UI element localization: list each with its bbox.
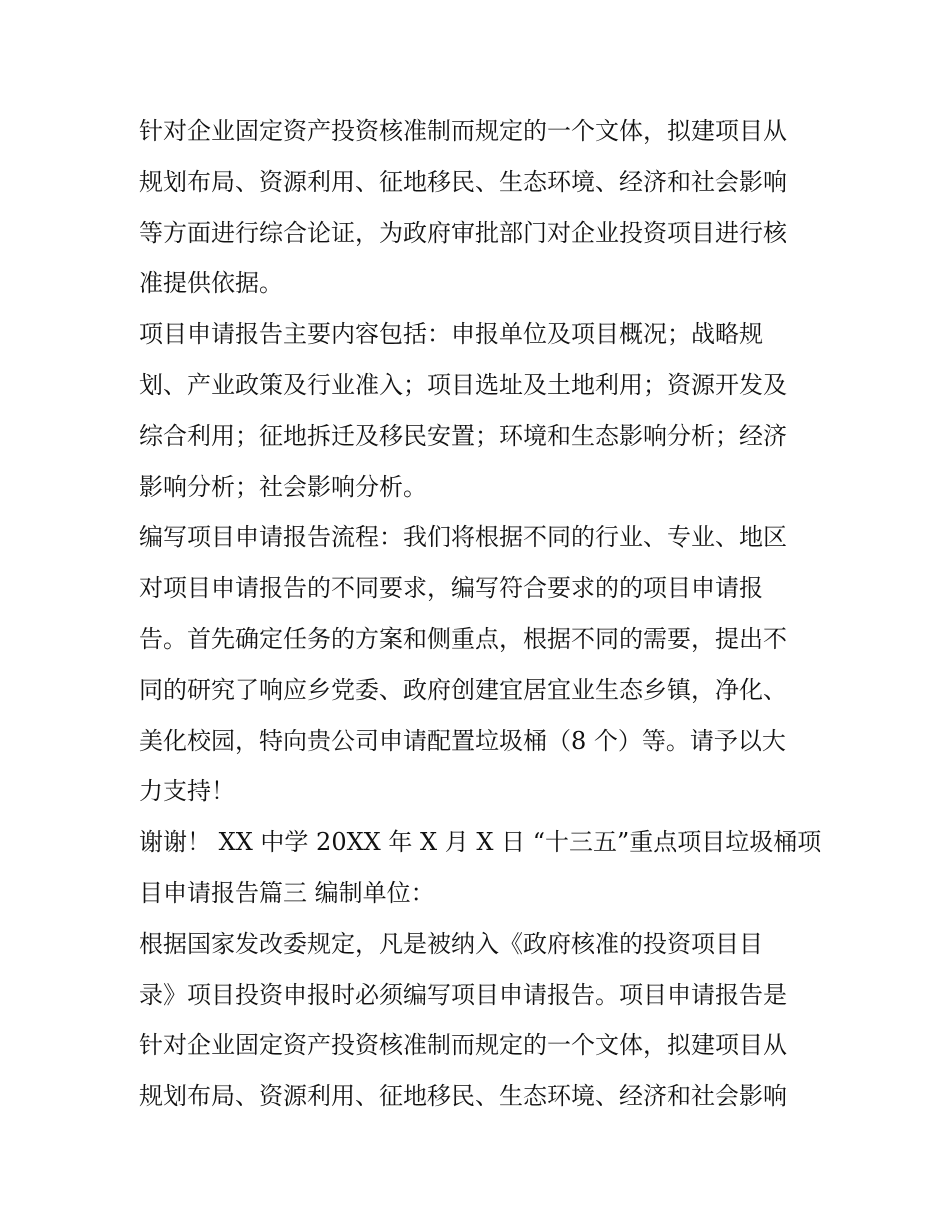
text-line: 谢谢！ XX 中学 20XX 年 X 月 X 日 “十三五”重点项目垃圾桶项 [139,828,822,857]
text-line: 划、产业政策及行业准入；项目选址及土地利用；资源开发及 [139,370,787,399]
text-line: 录》项目投资申报时必须编写项目申请报告。项目申请报告是 [139,980,787,1009]
text-line: 编写项目申请报告流程：我们将根据不同的行业、专业、地区 [139,523,787,552]
text-line: 项目申请报告主要内容包括：申报单位及项目概况；战略规 [139,320,763,349]
text-line: 美化校园，特向贵公司申请配置垃圾桶（8 个）等。请予以大 [139,726,786,755]
text-line: 针对企业固定资产投资核准制而规定的一个文体，拟建项目从 [139,1031,787,1060]
text-line: 等方面进行综合论证，为政府审批部门对企业投资项目进行核 [139,218,787,247]
text-line: 影响分析；社会影响分析。 [139,472,427,501]
text-line: 告。首先确定任务的方案和侧重点，根据不同的需要，提出不 [139,624,787,653]
text-line: 综合利用；征地拆迁及移民安置；环境和生态影响分析；经济 [139,421,787,450]
text-line: 针对企业固定资产投资核准制而规定的一个文体，拟建项目从 [139,117,787,145]
text-line: 根据国家发改委规定，凡是被纳入《政府核准的投资项目目 [139,929,763,958]
text-line: 力支持！ [139,777,235,806]
text-line: 目申请报告篇三 编制单位： [139,878,435,907]
text-line: 准提供依据。 [139,269,283,298]
text-line: 同的研究了响应乡党委、政府创建宜居宜业生态乡镇，净化、 [139,675,787,704]
document-body [139,106,822,1122]
text-line: 规划布局、资源利用、征地移民、生态环境、经济和社会影响 [139,167,787,196]
text-line: 规划布局、资源利用、征地移民、生态环境、经济和社会影响 [139,1082,787,1111]
text-line: 对项目申请报告的不同要求，编写符合要求的的项目申请报 [139,574,763,603]
